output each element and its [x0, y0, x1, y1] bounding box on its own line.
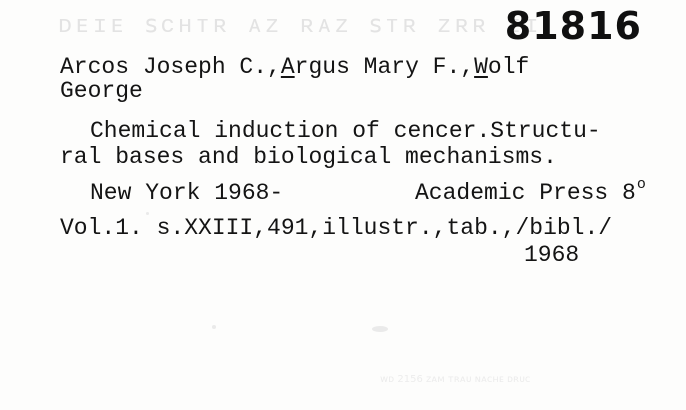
paper-speck — [212, 325, 216, 329]
accession-number: 81816 — [504, 4, 642, 48]
format-superscript: o — [636, 176, 646, 193]
authors-line-2: George — [60, 78, 143, 104]
imprint-place-year: New York 1968- — [90, 180, 284, 206]
title-line-2: ral bases and biological mechanisms. — [60, 144, 557, 170]
author-2-rest: rgus Mary F., — [294, 54, 475, 80]
author-3-rest: olf — [487, 54, 530, 80]
faded-stamp-text: ᴡᴅ 2156 ᴢᴀᴍ ᴛʀᴀᴜ ɴᴀᴄʜᴇ ᴅʀᴜᴄ — [380, 374, 531, 385]
author-3-initial: W — [474, 54, 488, 80]
authors-line-1 — [60, 54, 529, 80]
paper-speck — [372, 326, 388, 332]
title-line-1: Chemical induction of cencer.Structu- — [90, 118, 601, 144]
publisher-text: Academic Press 8 — [415, 180, 636, 206]
imprint-publisher — [415, 176, 646, 209]
author-1: Arcos Joseph C., — [60, 54, 281, 80]
collation-line: Vol.1. s.XXIII,491,illustr.,tab.,/bibl./ — [60, 215, 613, 241]
author-2-initial: A — [280, 54, 295, 80]
collation-year: 1968 — [524, 242, 580, 268]
paper-speck — [146, 212, 149, 215]
faded-background-text: ᴅᴇɪᴇ ꜱᴄʜᴛʀ ᴀᴢ ʀᴀᴢ ꜱᴛʀ ᴢʀʀ ɪɪ — [58, 13, 542, 40]
